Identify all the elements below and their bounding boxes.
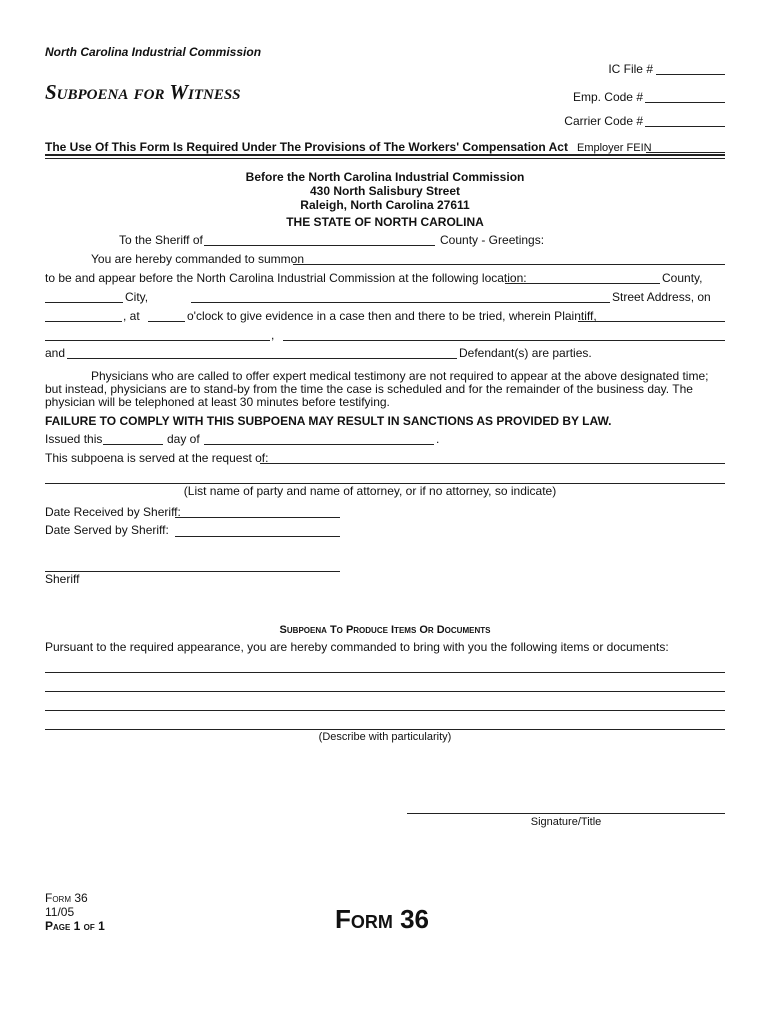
requesting-party-field-1[interactable]: [260, 463, 725, 464]
period-label: .: [436, 432, 440, 446]
address-line1: Before the North Carolina Industrial Commission: [245, 170, 525, 184]
comma-label: ,: [271, 328, 275, 342]
issued-day-field[interactable]: [103, 444, 163, 445]
items-field-2[interactable]: [45, 691, 725, 692]
signature-label: Signature/Title: [530, 816, 602, 828]
issued-this-label: Issued this: [45, 432, 103, 446]
time-field[interactable]: [148, 321, 185, 322]
failure-warning: FAILURE TO COMPLY WITH THIS SUBPOENA MAY RESULT IN SANCTIONS AS PROVIDED BY LAW.: [45, 414, 612, 428]
sheriff-county-field[interactable]: [204, 245, 435, 246]
footer-date: 11/05: [45, 905, 75, 919]
physicians-paragraph: Physicians who are called to offer expert medical testimony are not required to appear at the above designated time; but instead, physicians are to stand-by from the time the case is scheduled and for the remainder of the business day. The physician will be telephoned at least 30 minutes before testifying.: [45, 369, 709, 409]
street-label: Street Address, on: [612, 290, 711, 304]
sheriff-to-label: To the Sheriff of: [119, 233, 203, 247]
sheriff-label: Sheriff: [45, 572, 80, 586]
plaintiff-field-3[interactable]: [283, 340, 725, 341]
items-field-3[interactable]: [45, 710, 725, 711]
location-county-field[interactable]: [505, 283, 660, 284]
ic-file-field[interactable]: [656, 74, 725, 75]
produce-heading: Subpoena To Produce Items Or Documents: [279, 624, 491, 636]
ic-file-label: IC File #: [608, 62, 653, 76]
footer-page: Page 1 of 1: [45, 919, 105, 933]
appear-label: to be and appear before the North Carolina Industrial Commission at the following location:: [45, 271, 527, 285]
date-received-label: Date Received by Sheriff:: [45, 505, 181, 519]
served-request-label: This subpoena is served at the request of:: [45, 451, 269, 465]
defendants-label: Defendant(s) are parties.: [459, 346, 592, 360]
street-address-field[interactable]: [191, 302, 610, 303]
emp-code-field[interactable]: [645, 102, 725, 103]
employer-fein-field[interactable]: [646, 152, 725, 153]
header-divider: [45, 154, 725, 159]
requirement-notice: The Use Of This Form Is Required Under The Provisions of The Workers' Compensation Act: [45, 140, 568, 154]
describe-note: (Describe with particularity): [318, 731, 452, 743]
list-note: (List name of party and name of attorney, or if no attorney, so indicate): [183, 484, 557, 498]
employer-fein-label: Employer FEIN: [577, 142, 652, 154]
defendant-field[interactable]: [67, 358, 457, 359]
date-served-label: Date Served by Sheriff:: [45, 523, 169, 537]
address-line2: 430 North Salisbury Street: [309, 184, 461, 198]
address-line3: Raleigh, North Carolina 27611: [300, 198, 470, 212]
at-label: , at: [123, 309, 140, 323]
plaintiff-field-2[interactable]: [45, 340, 270, 341]
date-field[interactable]: [45, 321, 122, 322]
carrier-code-field[interactable]: [645, 126, 725, 127]
carrier-code-label: Carrier Code #: [564, 114, 643, 128]
agency-name: North Carolina Industrial Commission: [45, 45, 262, 59]
sheriff-signature-field[interactable]: [45, 571, 340, 572]
witness-name-field[interactable]: [293, 264, 725, 265]
issued-month-field[interactable]: [204, 444, 434, 445]
signature-field[interactable]: [407, 813, 725, 814]
emp-code-label: Emp. Code #: [572, 90, 643, 104]
summon-label: You are hereby commanded to summon: [91, 252, 305, 266]
county-greetings-label: County - Greetings:: [440, 233, 545, 247]
form-title: Subpoena for Witness: [45, 80, 241, 104]
day-of-label: day of: [167, 432, 200, 446]
footer-form: Form 36: [45, 891, 88, 905]
oclock-label: o'clock to give evidence in a case then and there to be tried, wherein Plaintiff,: [187, 309, 597, 323]
date-served-field[interactable]: [175, 536, 340, 537]
and-label: and: [45, 346, 66, 360]
items-field-1[interactable]: [45, 672, 725, 673]
date-received-field[interactable]: [175, 517, 340, 518]
city-label: City,: [125, 290, 149, 304]
city-field[interactable]: [45, 302, 123, 303]
plaintiff-field-1[interactable]: [578, 321, 725, 322]
county-label: County,: [662, 271, 703, 285]
footer-form-large: Form 36: [335, 904, 430, 934]
state-heading: THE STATE OF NORTH CAROLINA: [286, 215, 484, 229]
produce-text: Pursuant to the required appearance, you are hereby commanded to bring with you the following items or documents:: [45, 640, 669, 654]
